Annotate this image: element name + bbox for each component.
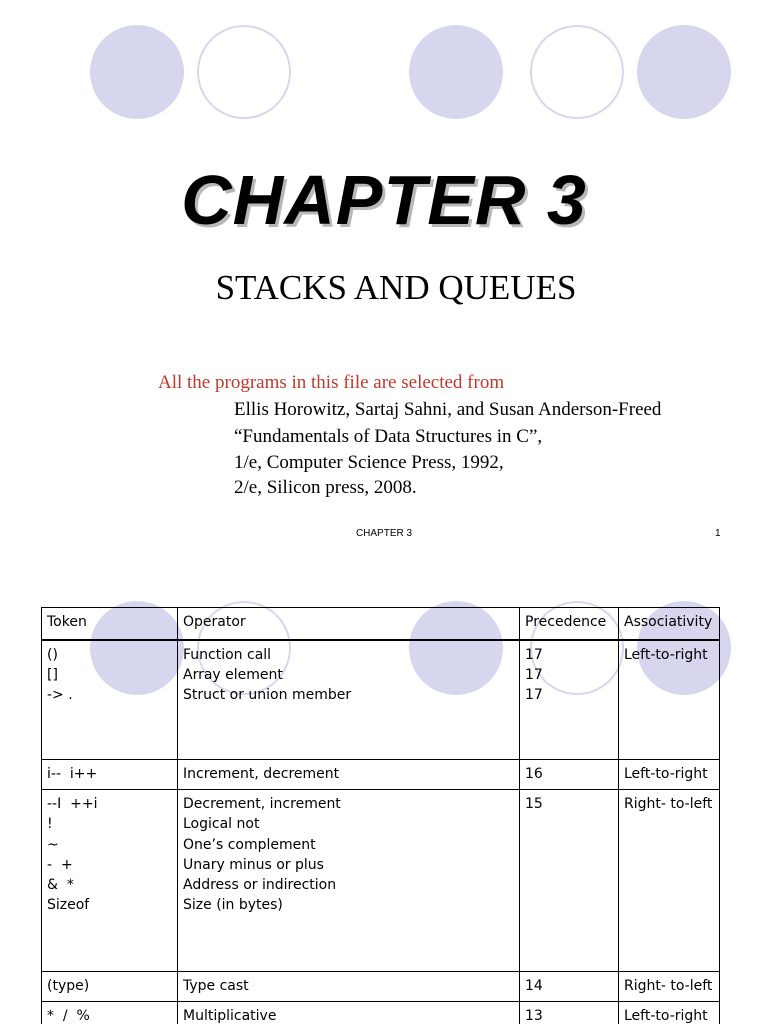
precedence-cell [520, 760, 619, 790]
precedence-text: 15 [525, 796, 543, 812]
decorative-circle [637, 25, 731, 119]
table-row [42, 790, 720, 972]
precedence-text: 13 [525, 1008, 543, 1024]
operator-table-slide [0, 560, 768, 1024]
token-text: i-- i++ [47, 766, 98, 782]
token-text: [] [47, 666, 58, 683]
operator-cell [178, 1002, 520, 1024]
token-cell [42, 640, 178, 760]
token-text: & * [47, 877, 74, 894]
operator-text: Function call [183, 646, 272, 663]
precedence-text: 14 [525, 978, 543, 994]
table-row [42, 1002, 720, 1024]
token-cell [42, 790, 178, 972]
reference-book-title: “Fundamentals of Data Structures in C”, [234, 426, 543, 447]
token-text: * / % [47, 1008, 90, 1024]
token-cell [42, 1002, 178, 1024]
precedence-cell [520, 1002, 619, 1024]
decorative-circle [409, 25, 503, 119]
operator-text: Decrement, increment [183, 796, 341, 812]
associativity-cell: Left-to-right [619, 1002, 720, 1024]
associativity-cell: Right- to-left [619, 972, 720, 1002]
associativity-cell: Right- to-left [619, 790, 720, 972]
table-header-row [42, 608, 720, 640]
operator-text: Logical not [183, 816, 260, 833]
associativity-cell: Left-to-right [619, 640, 720, 760]
decorative-circle [530, 25, 624, 119]
precedence-text: 16 [525, 766, 543, 782]
decorative-circle [197, 25, 291, 119]
operator-text: Multiplicative [183, 1008, 277, 1024]
precedence-text: 17 [525, 646, 543, 663]
table-row [42, 640, 720, 760]
reference-first-edition: 1/e, Computer Science Press, 1992, [234, 452, 504, 473]
table-row [42, 760, 720, 790]
operator-text: Type cast [183, 978, 249, 994]
precedence-cell [520, 640, 619, 760]
column-header-precedence: Precedence [520, 608, 619, 640]
token-text: --I ++i [47, 796, 98, 812]
token-text: ~ [47, 836, 59, 853]
token-text: ! [47, 816, 53, 833]
operator-precedence-table [41, 607, 720, 1024]
token-cell [42, 972, 178, 1002]
operator-text: Increment, decrement [183, 766, 340, 782]
slide-page-number: 1 [715, 528, 721, 539]
precedence-text: 17 [525, 666, 543, 683]
precedence-cell [520, 972, 619, 1002]
token-text: () [47, 646, 58, 663]
source-intro: All the programs in this file are selected from [158, 372, 505, 393]
chapter-heading: CHAPTER 3 [181, 161, 587, 239]
reference-second-edition: 2/e, Silicon press, 2008. [234, 477, 417, 498]
precedence-cell [520, 790, 619, 972]
token-text: - + [47, 856, 73, 873]
operator-text: Address or indirection [183, 877, 337, 894]
operator-text: Size (in bytes) [183, 897, 283, 914]
token-text: -> . [47, 687, 73, 704]
operator-text: One’s complement [183, 836, 316, 853]
associativity-cell: Left-to-right [619, 760, 720, 790]
column-header-token: Token [42, 608, 178, 640]
token-text: (type) [47, 978, 90, 994]
operator-cell [178, 760, 520, 790]
slide-footer-title: CHAPTER 3 [355, 528, 413, 539]
column-header-operator: Operator [178, 608, 520, 640]
decorative-circle [90, 25, 184, 119]
table-row [42, 972, 720, 1002]
operator-text: Struct or union member [183, 687, 352, 704]
slide-subtitle: STACKS AND QUEUES [215, 268, 577, 307]
operator-cell [178, 790, 520, 972]
token-cell [42, 760, 178, 790]
reference-authors: Ellis Horowitz, Sartaj Sahni, and Susan Anderson-Freed [234, 399, 662, 420]
operator-cell [178, 640, 520, 760]
operator-text: Array element [183, 666, 283, 683]
operator-text: Unary minus or plus [183, 856, 324, 873]
precedence-text: 17 [525, 687, 543, 704]
token-text: Sizeof [47, 897, 90, 914]
operator-cell [178, 972, 520, 1002]
column-header-associativity: Associativity [619, 608, 720, 640]
